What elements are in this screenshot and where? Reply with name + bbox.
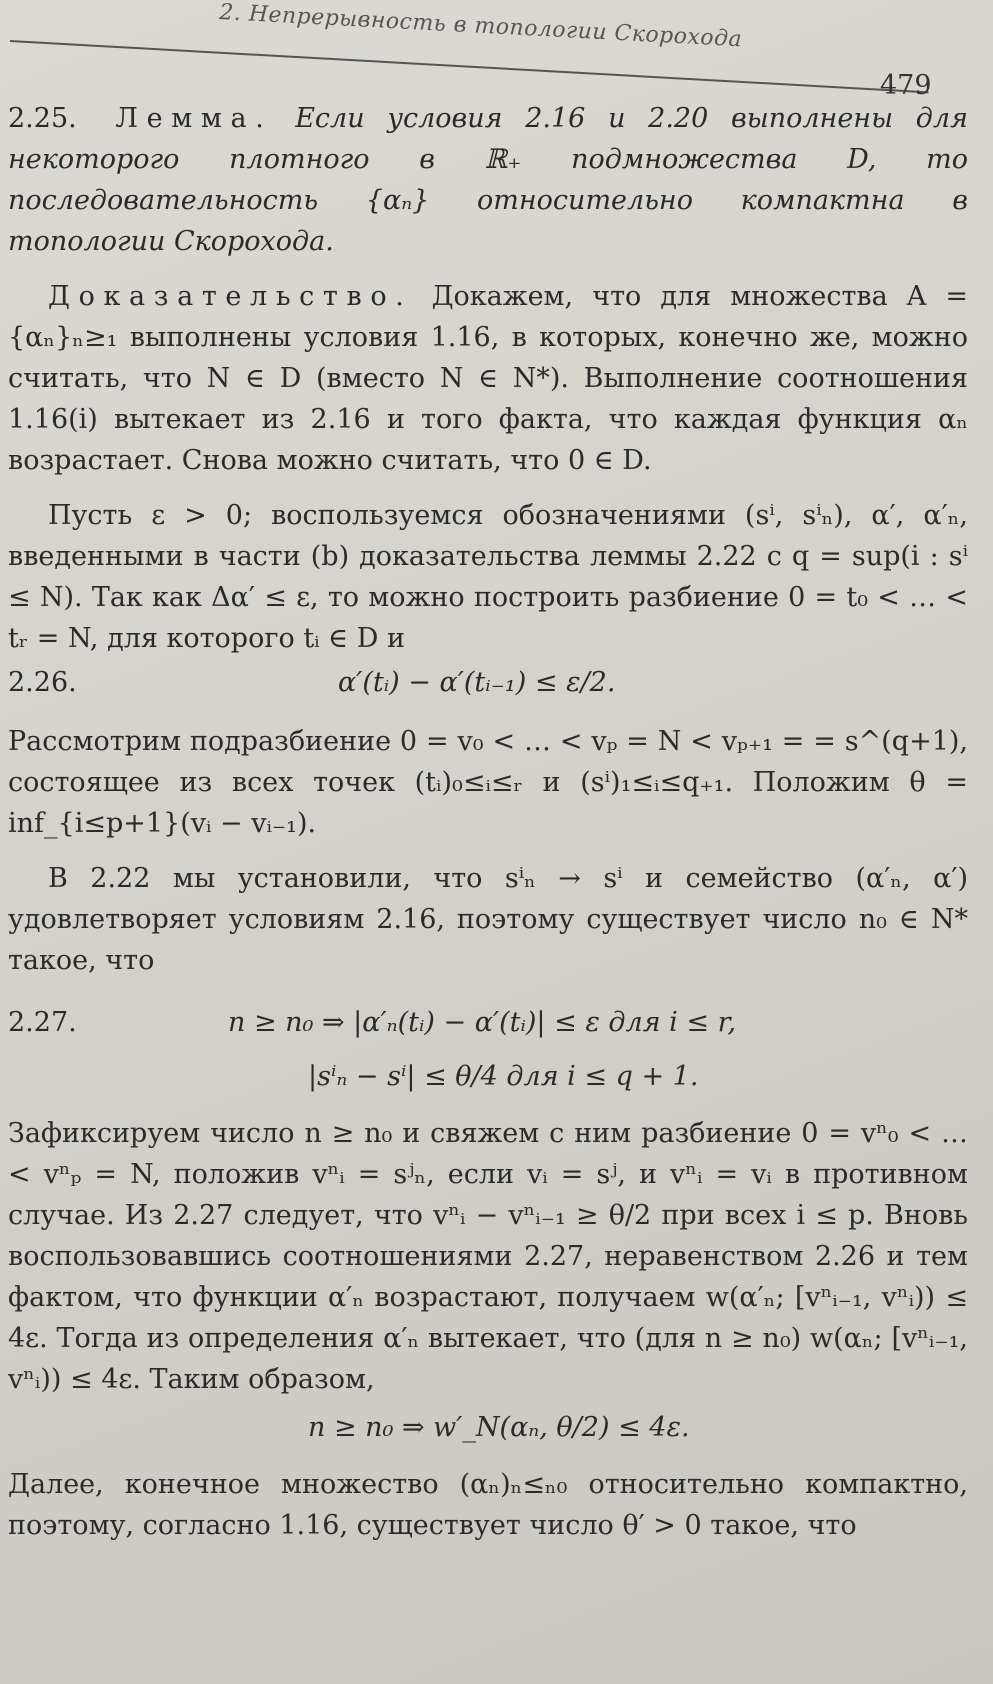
proof-paragraph-3: Рассмотрим подразбиение 0 = v₀ < … < vₚ = N < vₚ₊₁ = = s^(q+1), состоящее из всех точек (tᵢ)₀≤ᵢ≤ᵣ и (sⁱ)₁≤ᵢ≤q₊₁. Положим θ = inf_{i≤p+1}(vᵢ − vᵢ₋₁). [8, 726, 968, 839]
lemma-paragraph [8, 98, 968, 262]
lemma-title: Лемма. [115, 103, 273, 134]
lemma-number: 2.25. [8, 103, 77, 134]
proof-paragraph-4: В 2.22 мы установили, что sⁱₙ → sⁱ и семейство (α′ₙ, α′) удовлетворяет условиям 2.16, поэтому существует число n₀ ∈ N* такое, что [8, 863, 968, 976]
equation-2-27-formula-1: n ≥ n₀ ⇒ |α′ₙ(tᵢ) − α′(tᵢ)| ≤ ε для i ≤ r, [228, 1007, 737, 1038]
equation-2-26-label: 2.26. [8, 667, 77, 698]
equation-2-27-line-1 [8, 999, 968, 1061]
final-equation: n ≥ n₀ ⇒ w′_N(αₙ, θ/2) ≤ 4ε. [308, 1412, 690, 1443]
equation-2-26-formula: α′(tᵢ) − α′(tᵢ₋₁) ≤ ε/2. [338, 667, 616, 698]
equation-2-27-line-2: |sⁱₙ − sⁱ| ≤ θ/4 для i ≤ q + 1. [308, 1061, 699, 1092]
page-number: 479 [880, 70, 932, 101]
proof-title: Доказательство. [48, 281, 413, 312]
lemma-statement: Если условия 2.16 и 2.20 выполнены для некоторого плотного в ℝ₊ подмножества D, то последовательность {αₙ} относительно компактна в топологии Скорохода. [8, 103, 968, 257]
header-rule [10, 40, 929, 93]
page-content [8, 98, 968, 1546]
proof-text-1: Докажем, что для множества A = {αₙ}ₙ≥₁ выполнены условия 1.16, в которых, конечно же, можно считать, что N ∈ D (вместо N ∈ N*). Выполнение соотношения 1.16(i) вытекает из 2.16 и того факта, что каждая функция αₙ возрастает. Снова можно считать, что 0 ∈ D. [8, 281, 968, 476]
proof-paragraph-5: Зафиксируем число n ≥ n₀ и свяжем с ним разбиение 0 = vⁿ₀ < … < vⁿₚ = N, положив vⁿᵢ = sʲₙ, если vᵢ = sʲ, и vⁿᵢ = vᵢ в противном случае. Из 2.27 следует, что vⁿᵢ − vⁿᵢ₋₁ ≥ θ/2 при всех i ≤ p. Вновь воспользовавшись соотношениями 2.27, неравенством 2.26 и тем фактом, что функции α′ₙ возрастают, получаем w(α′ₙ; [vⁿᵢ₋₁, vⁿᵢ)) ≤ 4ε. Тогда из определения α′ₙ вытекает, что (для n ≥ n₀) w(αₙ; [vⁿᵢ₋₁, vⁿᵢ)) ≤ 4ε. Таким образом, [8, 1118, 968, 1395]
equation-2-27-label: 2.27. [8, 1007, 77, 1038]
running-head: 2. Непрерывность в топологии Скорохода [218, 0, 743, 53]
proof-paragraph-6: Далее, конечное множество (αₙ)ₙ≤ₙ₀ относительно компактно, поэтому, согласно 1.16, существует число θ′ > 0 такое, что [8, 1469, 968, 1541]
proof-paragraph-2: Пусть ε > 0; воспользуемся обозначениями (sⁱ, sⁱₙ), α′, α′ₙ, введенными в части (b) доказательства леммы 2.22 с q = sup(i : sⁱ ≤ N). Так как Δα′ ≤ ε, то можно построить разбиение 0 = t₀ < … < tᵣ = N, для которого tᵢ ∈ D и [8, 500, 968, 654]
equation-2-26 [8, 659, 968, 721]
proof-paragraph-1 [8, 276, 968, 481]
